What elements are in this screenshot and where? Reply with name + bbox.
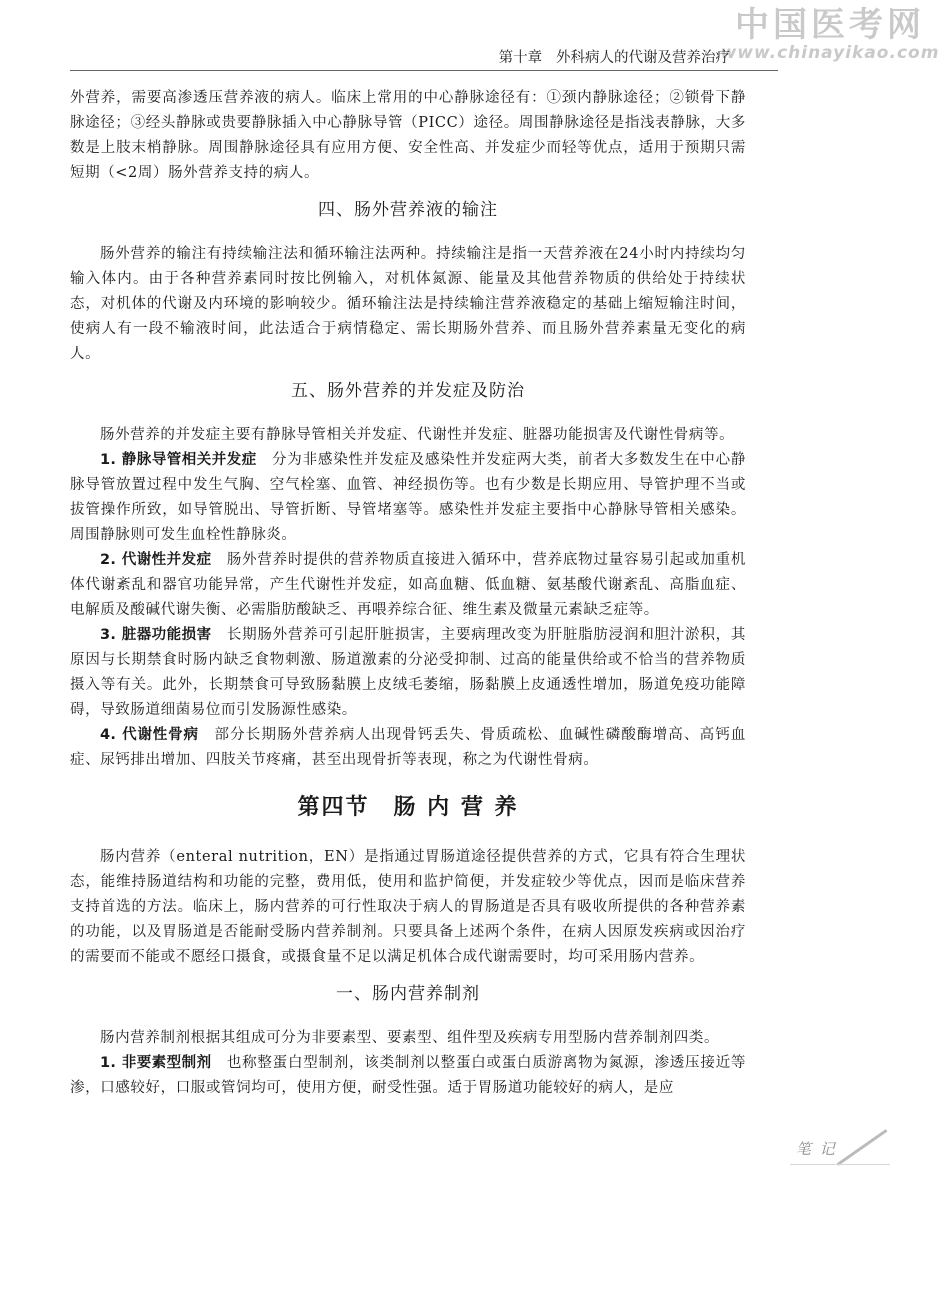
watermark-title: 中国医考网 [735,5,925,45]
item-text: 也称整蛋白型制剂，该类制剂以整蛋白或蛋白质游离物为氮源，渗透压接近等渗，口感较好，口服或管饲均可，使用方便，耐受性强。适于胃肠道功能较好的病人，是应 [70,1055,746,1096]
item-text: 肠外营养时提供的营养物质直接进入循环中，营养底物过量容易引起或加重机体代谢紊乱和器官功能异常，产生代谢性并发症，如高血糖、低血糖、氨基酸代谢紊乱、高脂血症、电解质及酸碱代谢失衡、必需脂肪酸缺乏、再喂养综合征、维生素及微量元素缺乏症等。 [70,552,746,618]
list-item-preparation [70,1051,746,1101]
item-title: 1. 非要素型制剂 [100,1055,212,1071]
list-item-complication [70,548,746,623]
list-item-complication [70,623,746,723]
item-title: 1. 静脉导管相关并发症 [100,452,257,468]
watermark [720,6,940,62]
notes-label: 笔 记 [796,1140,837,1158]
chapter-title: 外科病人的代谢及营养治疗 [556,50,730,66]
heading-infusion: 四、肠外营养液的输注 [318,200,498,220]
item-text: 长期肠外营养可引起肝脏损害，主要病理改变为肝脏脂肪浸润和胆汁淤积，其原因与长期禁食时肠内缺乏食物刺激、肠道激素的分泌受抑制、过高的能量供给或不恰当的营养物质摄入等有关。此外，长期禁食可导致肠黏膜上皮绒毛萎缩，肠黏膜上皮通透性增加，肠道免疫功能障碍，导致肠道细菌易位而引发肠源性感染。 [70,627,746,718]
pen-icon [837,1129,888,1166]
page-body [70,86,746,1101]
heading-complications: 五、肠外营养的并发症及防治 [291,381,525,401]
running-head [400,46,730,67]
paragraph-complications-intro: 肠外营养的并发症主要有静脉导管相关并发症、代谢性并发症、脏器功能损害及代谢性骨病等。 [100,427,735,443]
paragraph-preparations-intro: 肠内营养制剂根据其组成可分为非要素型、要素型、组件型及疾病专用型肠内营养制剂四类。 [100,1030,720,1046]
chapter-number: 第十章 [498,50,543,66]
paragraph-infusion: 肠外营养的输注有持续输注法和循环输注法两种。持续输注是指一天营养液在24小时内持续均匀输入体内。由于各种营养素同时按比例输入，对机体氮源、能量及其他营养物质的供给处于持续状态，对机体的代谢及内环境的影响较少。循环输注法是持续输注营养液稳定的基础上缩短输注时间，使病人有一段不输液时间，此法适合于病情稳定、需长期肠外营养、而且肠外营养素量无变化的病人。 [70,246,746,362]
item-title: 4. 代谢性骨病 [100,727,199,743]
section-title: 第四节 肠 内 营 养 [297,795,519,820]
item-title: 2. 代谢性并发症 [100,552,212,568]
header-rule [70,70,778,71]
item-text: 部分长期肠外营养病人出现骨钙丢失、骨质疏松、血碱性磷酸酶增高、高钙血症、尿钙排出增加、四肢关节疼痛，甚至出现骨折等表现，称之为代谢性骨病。 [70,727,746,768]
item-title: 3. 脏器功能损害 [100,627,212,643]
paragraph-routes: 外营养，需要高渗透压营养液的病人。临床上常用的中心静脉途径有：①颈内静脉途径；②锁骨下静脉途径；③经头静脉或贵要静脉插入中心静脉导管（PICC）途径。周围静脉途径是指浅表静脉，大多数是上肢末梢静脉。周围静脉途径具有应用方便、安全性高、并发症少而轻等优点，适用于预期只需短期（<2周）肠外营养支持的病人。 [70,90,746,181]
list-item-complication [70,448,746,548]
paragraph-enteral-intro: 肠内营养（enteral nutrition，EN）是指通过胃肠道途径提供营养的方式，它具有符合生理状态，能维持肠道结构和功能的完整，费用低，使用和监护简便，并发症较少等优点，因而是临床营养支持首选的方法。临床上，肠内营养的可行性取决于病人的胃肠道是否具有吸收所提供的各种营养素的功能，以及胃肠道是否能耐受肠内营养制剂。只要具备上述两个条件，在病人因原发疾病或因治疗的需要而不能或不愿经口摄食，或摄食量不足以满足机体合成代谢需要时，均可采用肠内营养。 [70,849,746,965]
notes-line [790,1164,890,1165]
item-text: 分为非感染性并发症及感染性并发症两大类，前者大多数发生在中心静脉导管放置过程中发生气胸、空气栓塞、血管、神经损伤等。也有少数是长期应用、导管护理不当或拔管操作所致，如导管脱出、导管折断、导管堵塞等。感染性并发症主要指中心静脉导管相关感染。周围静脉则可发生血栓性静脉炎。 [70,452,746,543]
notes-margin [790,1122,900,1182]
heading-preparations: 一、肠内营养制剂 [336,984,480,1004]
watermark-url: www.chinayikao.com [720,43,940,63]
list-item-complication [70,723,746,773]
